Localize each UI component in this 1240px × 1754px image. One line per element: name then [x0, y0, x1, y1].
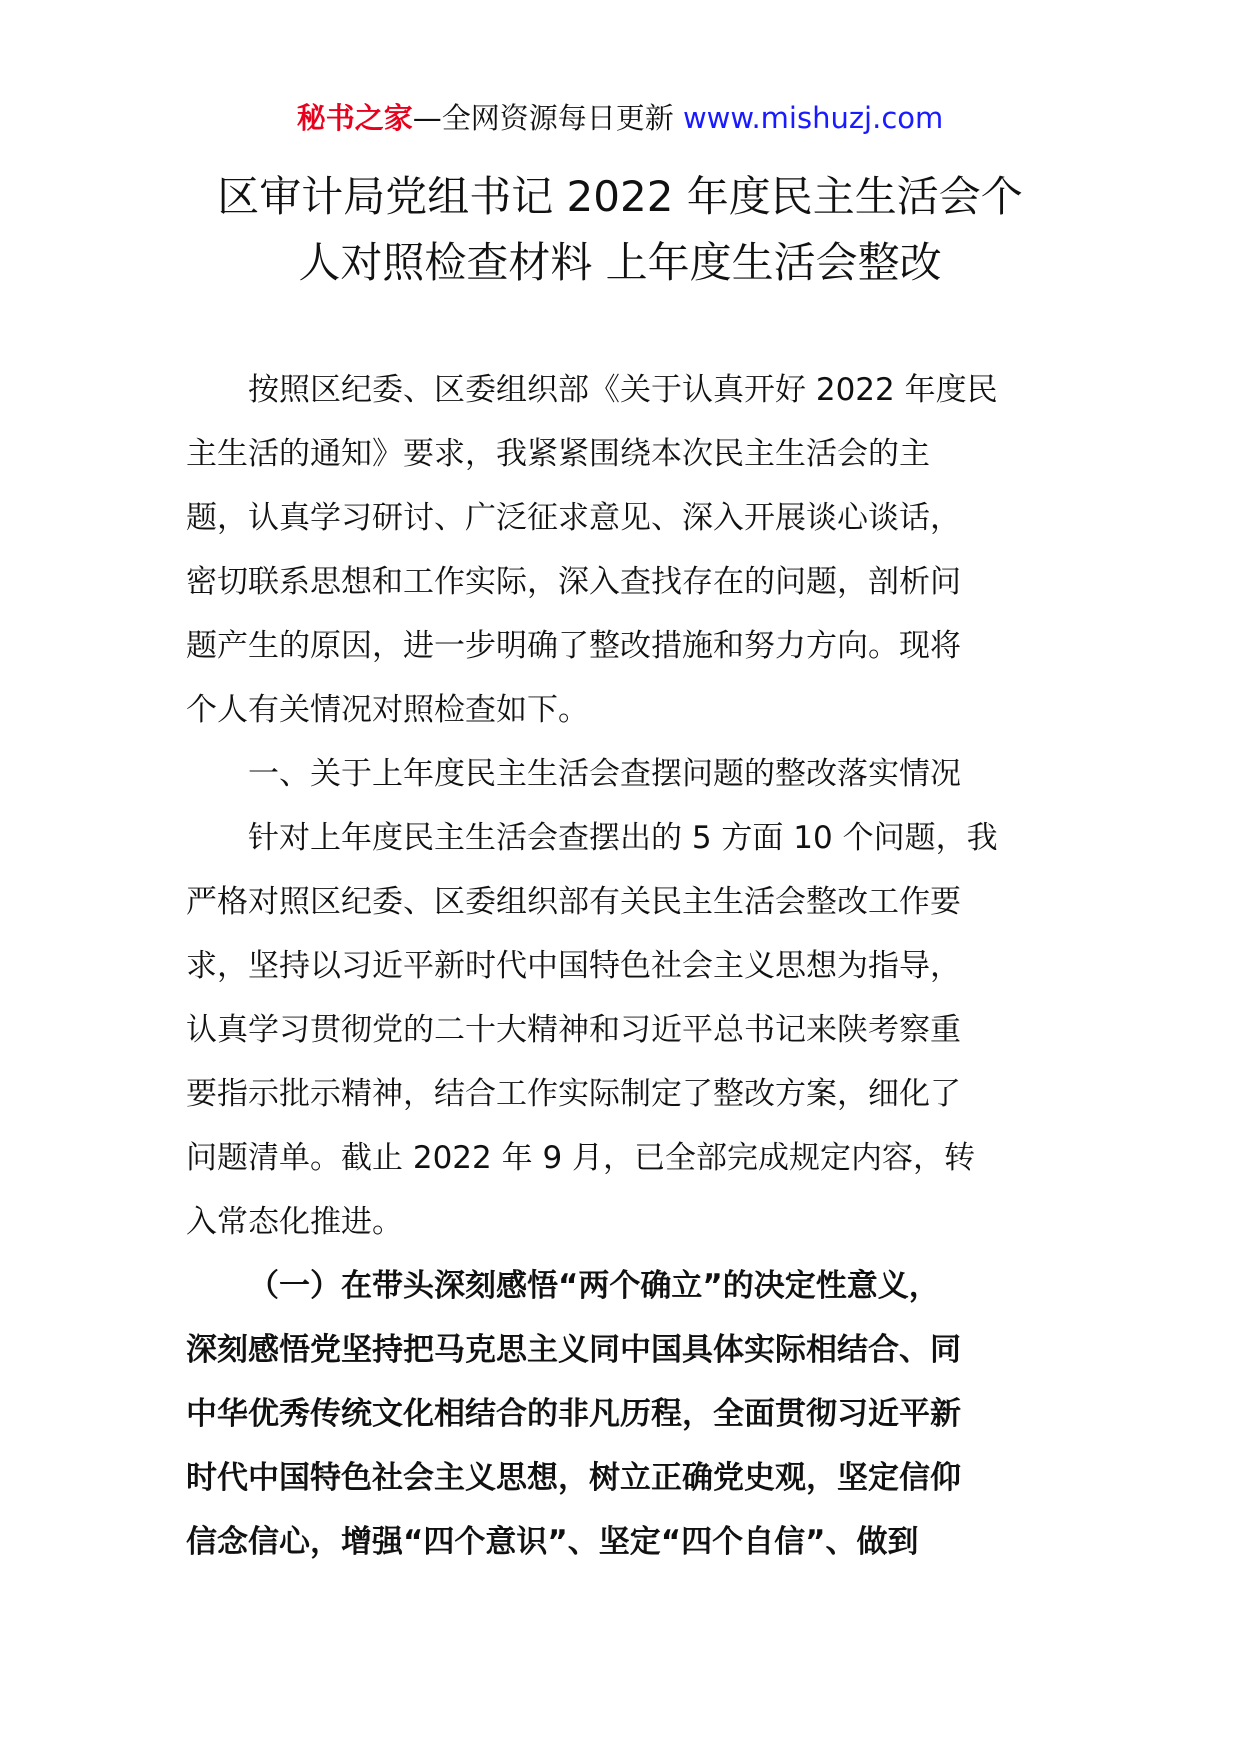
paragraph-rectification [186, 806, 1058, 1254]
text-line: 信念信心，增强“四个意识”、坚定“四个自信”、做到 [186, 1524, 919, 1560]
title-line-2: 人对照检查材料 上年度生活会整改 [298, 238, 942, 287]
text-line: 按照区纪委、区委组织部《关于认真开好 2022 年度民 [248, 372, 998, 408]
text-line: 个人有关情况对照检查如下。 [186, 692, 589, 728]
text-line: 求，坚持以习近平新时代中国特色社会主义思想为指导， [186, 948, 961, 984]
text-line: 题，认真学习研讨、广泛征求意见、深入开展谈心谈话， [186, 500, 961, 536]
text-line: 入常态化推进。 [186, 1204, 403, 1240]
text-line: 时代中国特色社会主义思想，树立正确党史观，坚定信仰 [186, 1460, 961, 1496]
text-line: 问题清单。截止 2022 年 9 月，已全部完成规定内容，转 [186, 1140, 976, 1176]
text-line: 要指示批示精神，结合工作实际制定了整改方案，细化了 [186, 1076, 961, 1112]
subsection-heading-1 [186, 1254, 1058, 1574]
section-heading-1 [186, 742, 1058, 806]
banner-url-link[interactable]: www.mishuzj.com [682, 101, 944, 135]
site-banner [0, 98, 1240, 138]
text-line: 密切联系思想和工作实际，深入查找存在的问题，剖析问 [186, 564, 961, 600]
document-title [150, 164, 1090, 296]
title-line-1: 区审计局党组书记 2022 年度民主生活会个 [217, 172, 1023, 221]
text-line: 严格对照区纪委、区委组织部有关民主生活会整改工作要 [186, 884, 961, 920]
text-line: 中华优秀传统文化相结合的非凡历程，全面贯彻习近平新 [186, 1396, 961, 1432]
text-line: 深刻感悟党坚持把马克思主义同中国具体实际相结合、同 [186, 1332, 961, 1368]
text-line: 题产生的原因，进一步明确了整改措施和努力方向。现将 [186, 628, 961, 664]
text-line: （一）在带头深刻感悟“两个确立”的决定性意义， [248, 1268, 940, 1304]
text-line: 认真学习贯彻党的二十大精神和习近平总书记来陕考察重 [186, 1012, 961, 1048]
text-line: 针对上年度民主生活会查摆出的 5 方面 10 个问题，我 [248, 820, 998, 856]
paragraph-intro [186, 358, 1058, 742]
banner-tagline: —全网资源每日更新 [412, 101, 683, 135]
text-line: 一、关于上年度民主生活会查摆问题的整改落实情况 [248, 756, 961, 792]
text-line: 主生活的通知》要求，我紧紧围绕本次民主生活会的主 [186, 436, 930, 472]
document-body [186, 358, 1058, 1574]
brand-name: 秘书之家 [296, 101, 413, 135]
